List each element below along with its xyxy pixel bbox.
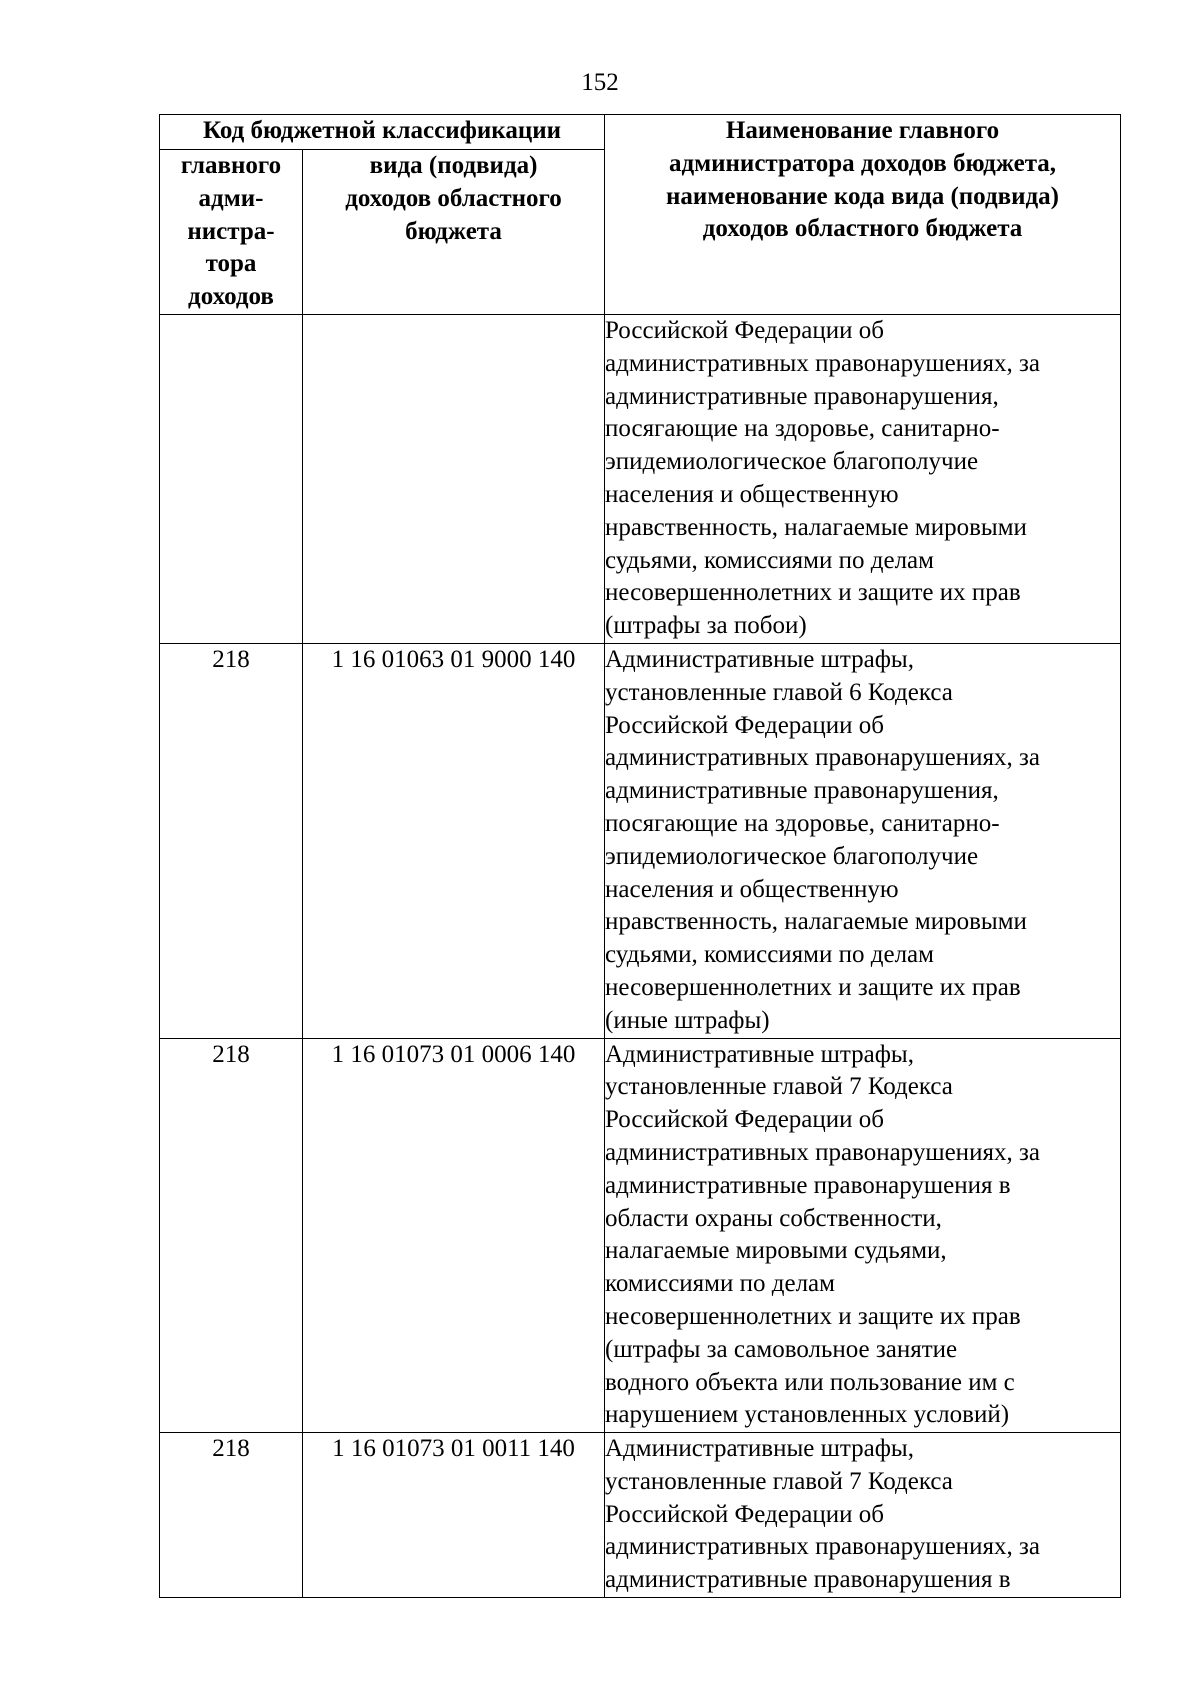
header-admin-label: главного адми- нистра- тора доходов (180, 152, 282, 311)
cell-admin-code (160, 315, 303, 644)
table-row (160, 315, 1121, 644)
description-text: Российской Федерации об административных правонарушениях, за административные правонарушения, посягающие на здоровье, санитарно- эпидемиологическое благополучие населения и общественную нравственность, налагаемые мировыми судьями, комиссиями по делам несовершеннолетних и защите их прав (штрафы за побои) (605, 317, 1040, 640)
description-text: Административные штрафы, установленные главой 7 Кодекса Российской Федерации об административных правонарушениях, за административные правонарушения в (605, 1435, 1040, 1594)
budget-classification-table (159, 114, 1121, 1598)
table-row (160, 1433, 1121, 1598)
cell-description (605, 643, 1121, 1038)
header-name-column (605, 115, 1121, 315)
header-budget-classification-code: Код бюджетной классификации (160, 115, 605, 150)
header-name-label: Наименование главного администратора доходов бюджета, наименование кода вида (подвида) доходов областного бюджета (666, 117, 1059, 243)
cell-description (605, 315, 1121, 644)
cell-description (605, 1038, 1121, 1433)
cell-income-code (303, 315, 605, 644)
description-text: Административные штрафы, установленные главой 6 Кодекса Российской Федерации об административных правонарушениях, за административные правонарушения, посягающие на здоровье, санитарно- эпидемиологическое благополучие населения и общественную нравственность, налагаемые мировыми судьями, комиссиями по делам несовершеннолетних и защите их прав (иные штрафы) (605, 645, 1040, 1034)
cell-admin-code: 218 (160, 643, 303, 1038)
table-row (160, 1038, 1121, 1433)
table-header-row-group (160, 115, 1121, 150)
cell-admin-code: 218 (160, 1038, 303, 1433)
cell-admin-code: 218 (160, 1433, 303, 1598)
header-kind-label: вида (подвида) доходов областного бюджета (345, 152, 562, 245)
table-row (160, 643, 1121, 1038)
header-kind-column (303, 150, 605, 315)
cell-description (605, 1433, 1121, 1598)
description-text: Административные штрафы, установленные главой 7 Кодекса Российской Федерации об административных правонарушениях, за административные правонарушения в области охраны собственности, налагаемые мировыми судьями, комиссиями по делам несовершеннолетних и защите их прав (штрафы за самовольное занятие водного объекта или пользование им с нарушением установленных условий) (605, 1040, 1040, 1429)
cell-income-code: 1 16 01073 01 0011 140 (303, 1433, 605, 1598)
page-number: 152 (581, 69, 619, 96)
cell-income-code: 1 16 01063 01 9000 140 (303, 643, 605, 1038)
header-admin-column (160, 150, 303, 315)
cell-income-code: 1 16 01073 01 0006 140 (303, 1038, 605, 1433)
